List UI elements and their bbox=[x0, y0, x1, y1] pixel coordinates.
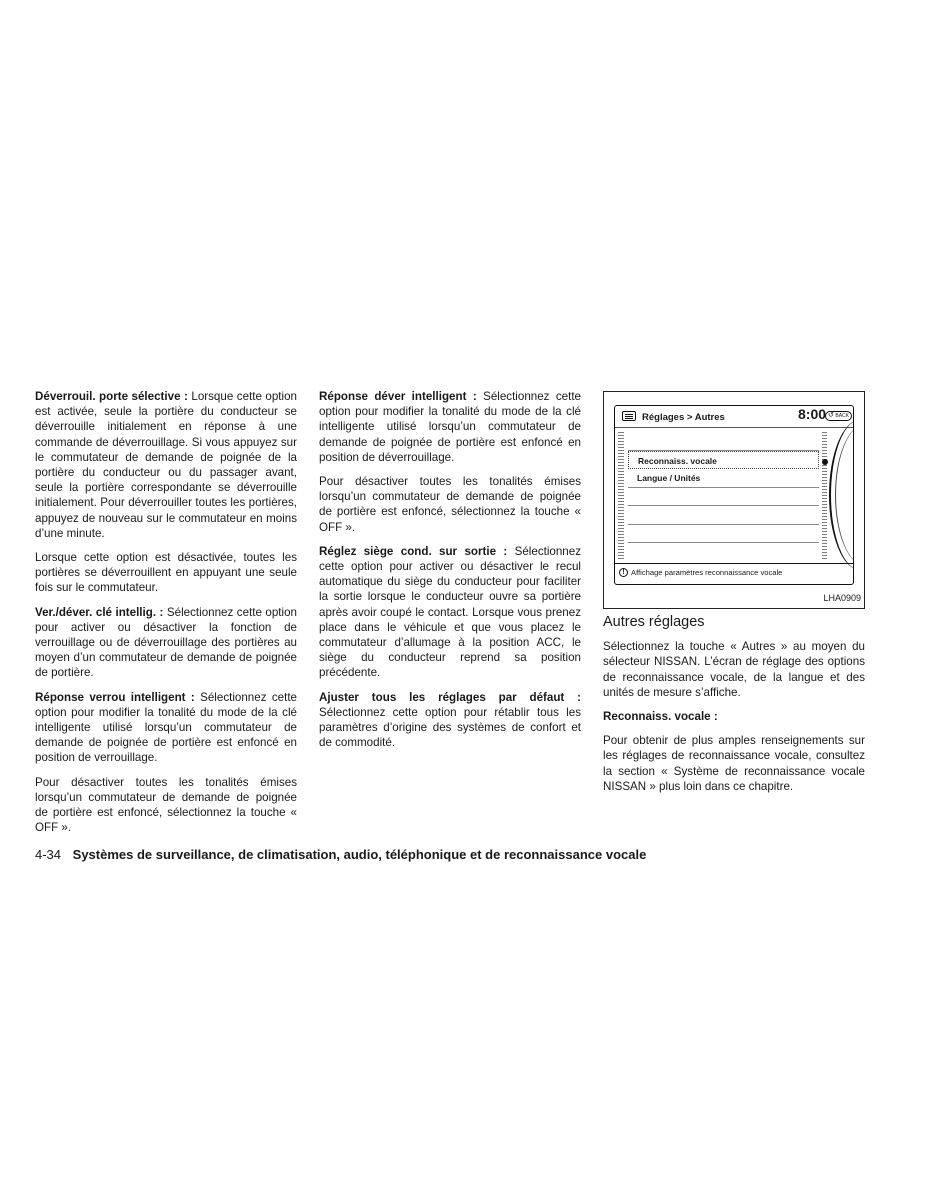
section-title: Autres réglages bbox=[603, 614, 705, 630]
scroll-position-icon bbox=[822, 459, 828, 465]
list-item bbox=[628, 432, 819, 451]
paragraph-text: Sélectionnez cette option pour modifier la tonalité du mode de la clé intelligente utilisé lorsqu’un commutateur de demande de poignée de portière est enfoncé en position de verrouillage. bbox=[35, 690, 297, 765]
paragraph bbox=[603, 709, 865, 724]
left-scale-decoration bbox=[618, 432, 624, 560]
paragraph-text: Sélectionnez cette option pour rétablir tous les paramètres d’origine des systèmes de confort et de commodité. bbox=[319, 705, 581, 750]
menu-icon bbox=[622, 411, 636, 421]
column-right bbox=[603, 391, 865, 803]
back-arrow-icon: ↺ bbox=[828, 412, 834, 419]
term-label: Ver./déver. clé intellig. : bbox=[35, 605, 164, 619]
page-number: 4-34 bbox=[35, 847, 62, 862]
paragraph-text: Sélectionnez cette option pour modifier la tonalité du mode de la clé intelligente utilisé lorsqu’un commutateur de demande de poignée de portière est enfoncé en position de déverrouillage. bbox=[319, 390, 581, 464]
paragraph bbox=[319, 389, 581, 465]
term-label: Ajuster tous les réglages par défaut : bbox=[319, 690, 581, 704]
settings-list bbox=[628, 432, 819, 543]
paragraph-text: Lorsque cette option est activée, seule la portière du conducteur se déverrouille initialement en réponse à une commande de déverrouillage. Si vous appuyez sur le commutateur de demande de poignée de la portière du conducteur ou du passager avant, seule la portière correspondante se déverrouille initialement. Pour déverrouiller toutes les portières, appuyez de nouveau sur le commutateur en moins d’une minute. bbox=[35, 390, 297, 540]
scrollbar bbox=[822, 432, 827, 560]
clock: 8:00 bbox=[798, 406, 827, 422]
column-middle bbox=[319, 389, 581, 759]
paragraph: Pour désactiver toutes les tonalités émises lorsqu’un commutateur de demande de poignée de portière est enfoncé, sélectionnez la touche « OFF ». bbox=[319, 475, 581, 534]
paragraph-text: Sélectionnez cette option pour activer ou désactiver le recul automatique du siège du conducteur pour faciliter la sortie lorsque le conducteur ouvre sa portière après avoir coupé le contact. Lorsque vous prenez place dans le véhicule et que vous placez le commutateur d’allumage à la position ACC, le siège du conducteur reprend sa position précédente. bbox=[319, 544, 582, 680]
paragraph: Lorsque cette option est désactivée, toutes les portières se déverrouillent en appuyant une seule fois sur le commutateur. bbox=[35, 551, 297, 595]
paragraph bbox=[35, 605, 297, 681]
screen-header bbox=[615, 406, 853, 428]
term-label: Réglez siège cond. sur sortie : bbox=[319, 544, 508, 558]
list-item-language-units: Langue / Unités bbox=[628, 469, 819, 488]
display-screen bbox=[614, 405, 854, 585]
paragraph: Pour désactiver toutes les tonalités émises lorsqu’un commutateur de demande de poignée de portière est enfoncé, sélectionnez la touche « OFF ». bbox=[35, 775, 297, 835]
list-item bbox=[628, 488, 819, 507]
page-footer bbox=[35, 847, 646, 862]
back-button bbox=[825, 411, 852, 421]
screen-title: Réglages > Autres bbox=[642, 412, 725, 423]
column-left bbox=[35, 389, 297, 844]
term-label: Reconnaiss. vocale : bbox=[603, 710, 718, 724]
back-label: BACK bbox=[835, 413, 849, 419]
term-label: Réponse verrou intelligent : bbox=[35, 690, 195, 704]
term-label: Réponse déver intelligent : bbox=[319, 390, 477, 403]
list-item bbox=[628, 525, 819, 544]
paragraph-text: Sélectionnez cette option pour activer ou désactiver la fonction de verrouillage ou de déverrouillage des portières au moyen d’un commutateur de demande de poignée de portière. bbox=[35, 605, 297, 680]
paragraph bbox=[35, 690, 297, 766]
info-icon: ! bbox=[619, 568, 628, 577]
screen-illustration bbox=[603, 391, 865, 609]
term-label: Déverrouil. porte sélective : bbox=[35, 390, 188, 403]
paragraph bbox=[319, 544, 581, 681]
figure-code: LHA0909 bbox=[823, 592, 861, 603]
paragraph bbox=[319, 690, 581, 751]
paragraph: Sélectionnez la touche « Autres » au moyen du sélecteur NISSAN. L’écran de réglage des options de reconnaissance vocale, de la langue et des unités de mesure s’affiche. bbox=[603, 640, 865, 699]
list-item-voice-recognition: Reconnaiss. vocale bbox=[628, 451, 819, 470]
chapter-title: Systèmes de surveillance, de climatisation, audio, téléphonique et de reconnaissance vocale bbox=[72, 847, 647, 862]
screen-footer bbox=[615, 563, 853, 584]
footer-text: Affichage paramètres reconnaissance vocale bbox=[631, 568, 783, 577]
paragraph: Pour obtenir de plus amples renseignements sur les réglages de reconnaissance vocale, consultez la section « Système de reconnaissance vocale NISSAN » plus loin dans ce chapitre. bbox=[603, 734, 865, 793]
paragraph bbox=[35, 389, 297, 541]
list-item bbox=[628, 506, 819, 525]
